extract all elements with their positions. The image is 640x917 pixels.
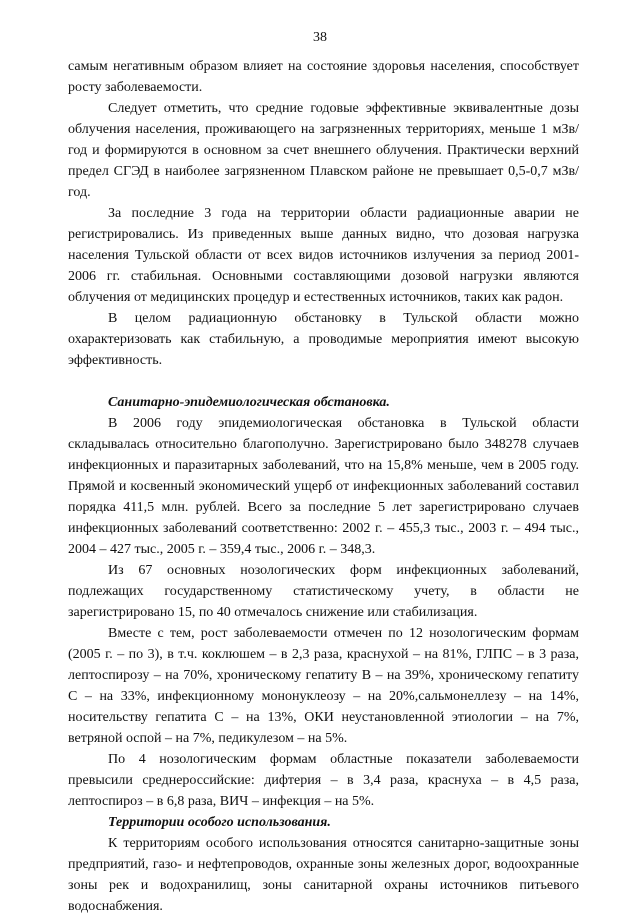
paragraph: Вместе с тем, рост заболеваемости отмечен по 12 нозологическим формам (2005 г. – по 3), в т.ч. коклюшем – в 2,3 раза, краснухой – на 81%, ГЛПС – в 3 раза, лептоспирозу – на 70%, хроническому гепатиту В – на 39%, хроническому гепатиту С – на 33%, инфекционному мононуклеозу – на 20%,сальмонеллезу – на 14%, носительству гепатита С – на 13%, ОКИ неустановленной этиологии – на 7%, ветряной оспой – на 7%, педикулезом – на 5%.: [68, 626, 579, 746]
paragraph: В целом радиационную обстановку в Тульской области можно охарактеризовать как стабильную, а проводимые мероприятия имеют высокую эффективность.: [68, 311, 579, 368]
section-heading-sanitary: Санитарно-эпидемиологическая обстановка.: [108, 395, 390, 410]
paragraph: Следует отметить, что средние годовые эффективные эквивалентные дозы облучения населения, проживающего на загрязненных территориях, меньше 1 мЗв/год и формируются в основном за счет внешнего облучения. Практически верхний предел СГЭД в наиболее загрязненном Плавском районе не превышает 0,5-0,7 мЗв/год.: [68, 101, 579, 200]
paragraph: По 4 нозологическим формам областные показатели заболеваемости превысили среднероссийские: дифтерия – в 3,4 раза, краснуха – в 4,5 раза, лептоспироз – в 6,8 раза, ВИЧ – инфекция – на 5%.: [68, 752, 579, 809]
paragraph: К территориям особого использования относятся санитарно-защитные зоны предприятий, газо- и нефтепроводов, охранные зоны железных дорог, водоохранные зоны рек и водохранилищ, зоны санитарной охраны источников питьевого водоснабжения.: [68, 836, 579, 914]
paragraph: самым негативным образом влияет на состояние здоровья населения, способствует росту заболеваемости.: [68, 59, 579, 95]
document-body: [68, 56, 579, 917]
paragraph: В 2006 году эпидемиологическая обстановка в Тульской области складывалась относительно благополучно. Зарегистрировано было 348278 случаев инфекционных и паразитарных заболеваний, что на 15,8% меньше, чем в 2005 году. Прямой и косвенный экономический ущерб от инфекционных заболеваний составил порядка 411,5 млн. рублей. Всего за последние 5 лет зарегистрировано случаев инфекционных заболеваний соответственно: 2002 г. – 455,3 тыс., 2003 г. – 494 тыс., 2004 – 427 тыс., 2005 г. – 359,4 тыс., 2006 г. – 348,3.: [68, 416, 579, 557]
section-heading-special-territories: Территории особого использования.: [108, 815, 331, 830]
paragraph: За последние 3 года на территории области радиационные аварии не регистрировались. Из приведенных выше данных видно, что дозовая нагрузка населения Тульской области от всех видов источников излучения за период 2001-2006 гг. стабильная. Основными составляющими дозовой нагрузки являются облучения от медицинских процедур и естественных источников, таких как радон.: [68, 206, 579, 305]
page-number: 38: [313, 30, 327, 45]
paragraph: Из 67 основных нозологических форм инфекционных заболеваний, подлежащих государственному статистическому учету, в области не зарегистрировано 15, по 40 отмечалось снижение или стабилизация.: [68, 563, 579, 620]
